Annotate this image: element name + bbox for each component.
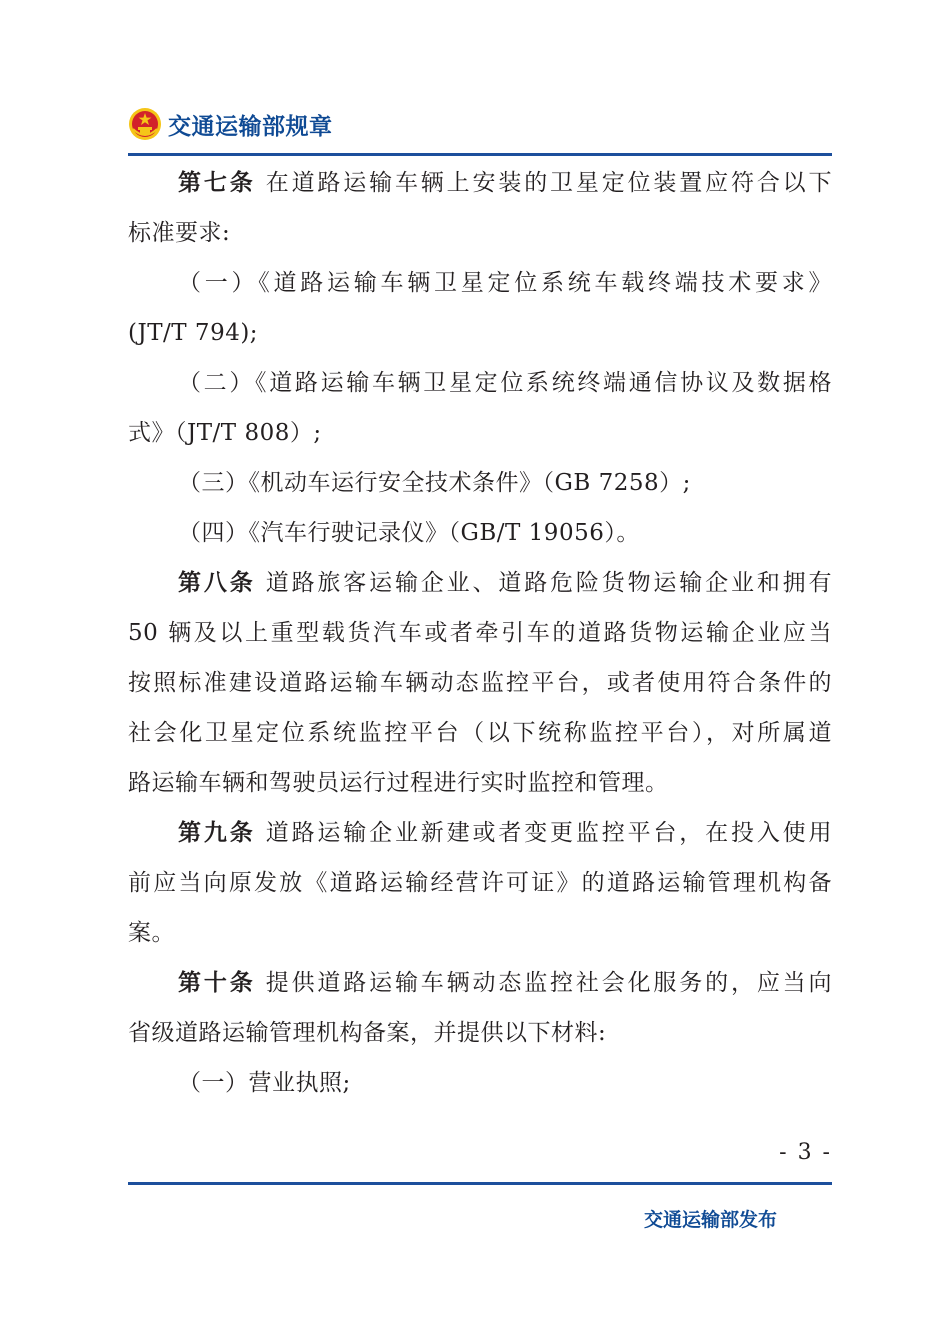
article-9-line-2: 前应当向原发放《道路运输经营许可证》的道路运输管理机构备	[128, 870, 832, 896]
article-8-line-4: 社会化卫星定位系统监控平台（以下统称监控平台），对所属道	[128, 720, 832, 746]
article-7-lead: 第七条	[178, 170, 256, 196]
page-number: - 3 -	[779, 1140, 832, 1165]
article-8-line-1: 第八条 道路旅客运输企业、道路危险货物运输企业和拥有	[178, 570, 833, 596]
article-8-line-2: 50 辆及以上重型载货汽车或者牵引车的道路货物运输企业应当	[128, 620, 832, 646]
article-10-lead: 第十条	[178, 970, 256, 996]
header-divider	[128, 153, 832, 156]
national-emblem-icon	[128, 107, 162, 141]
article-7-item-4: （四）《汽车行驶记录仪》（GB/T 19056）。	[178, 520, 640, 546]
header-title: 交通运输部规章	[168, 113, 333, 140]
article-7-item-2-line-1: （二）《道路运输车辆卫星定位系统终端通信协议及数据格	[178, 370, 832, 396]
article-7-line-1: 第七条 在道路运输车辆上安装的卫星定位装置应符合以下	[178, 170, 833, 196]
article-7-item-2-line-2: 式》（JT/T 808）;	[128, 420, 322, 446]
article-8-lead: 第八条	[178, 570, 256, 596]
footer-divider	[128, 1182, 832, 1185]
article-7-line-2: 标准要求:	[128, 220, 231, 246]
page-header	[128, 100, 333, 148]
article-9-line-1: 第九条 道路运输企业新建或者变更监控平台，在投入使用	[178, 820, 833, 846]
article-10-item-1: （一）营业执照;	[178, 1070, 351, 1096]
article-9-line-3: 案。	[128, 920, 175, 946]
article-7-item-1-line-2: (JT/T 794);	[128, 320, 259, 346]
article-9-lead: 第九条	[178, 820, 256, 846]
article-10-line-1: 第十条 提供道路运输车辆动态监控社会化服务的，应当向	[178, 970, 833, 996]
document-body	[128, 158, 832, 1108]
article-7-item-1-line-1: （一）《道路运输车辆卫星定位系统车载终端技术要求》	[178, 270, 832, 296]
article-10-line-2: 省级道路运输管理机构备案，并提供以下材料:	[128, 1020, 607, 1046]
article-7-item-3: （三）《机动车运行安全技术条件》（GB 7258）;	[178, 470, 691, 496]
article-8-line-5: 路运输车辆和驾驶员运行过程进行实时监控和管理。	[128, 770, 669, 796]
article-8-line-3: 按照标准建设道路运输车辆动态监控平台，或者使用符合条件的	[128, 670, 832, 696]
footer-publisher: 交通运输部发布	[643, 1209, 777, 1231]
